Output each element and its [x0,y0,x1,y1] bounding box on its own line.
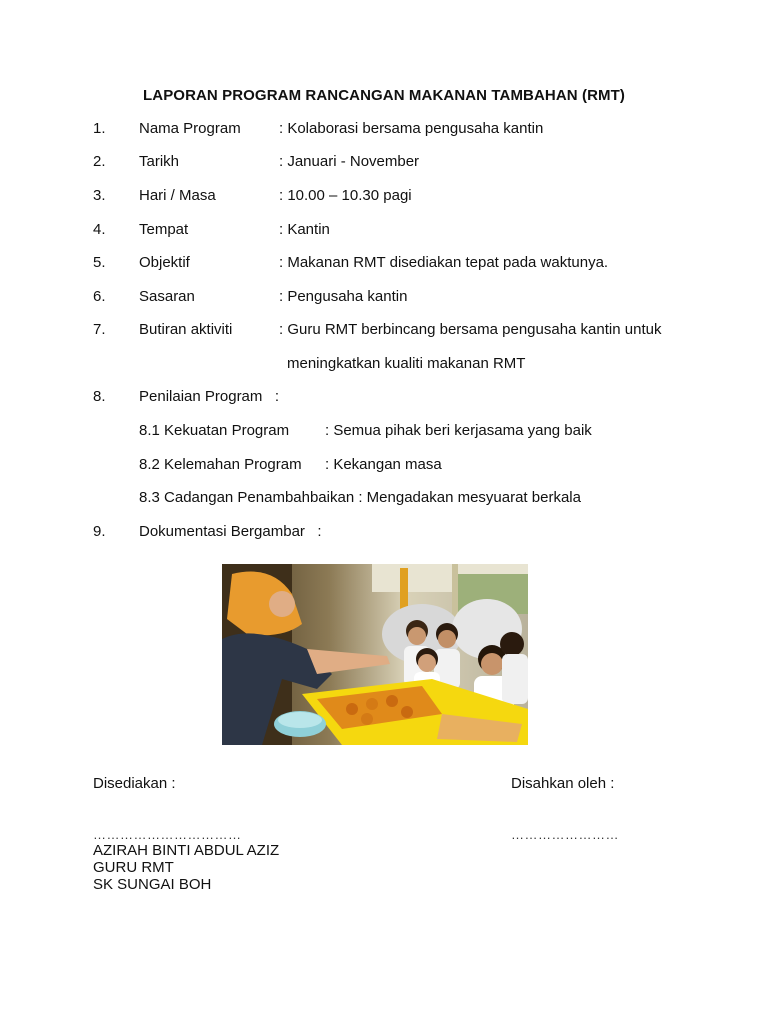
item-program-name [0,119,768,139]
item-value: : Guru RMT berbincang bersama pengusaha kantin untuk [279,321,662,338]
item-objective [0,253,768,273]
approved-by-label: Disahkan oleh : [511,775,615,792]
item-activity-details-continued [0,354,768,374]
preparer-name: AZIRAH BINTI ABDUL AZIZ [93,842,280,859]
item-value: : Makanan RMT disediakan tepat pada waktunya. [279,254,609,271]
item-number: 9. [93,523,106,540]
item-value: : Kantin [279,221,330,238]
preparer-school: SK SUNGAI BOH [93,876,212,893]
item-label: Tarikh [139,153,180,170]
item-number: 1. [93,120,106,137]
item-value: : Kolaborasi bersama pengusaha kantin [279,120,544,137]
item-activity-details [0,320,768,340]
item-date [0,152,768,172]
evaluation-strength [0,421,768,441]
item-number: 3. [93,187,106,204]
item-place [0,220,768,240]
item-label: Sasaran [139,288,195,305]
item-label: Tempat [139,221,189,238]
canteen-photo-illustration [222,564,528,745]
sub-item-label: 8.1 Kekuatan Program [139,422,290,439]
preparer-position: GURU RMT [93,859,174,876]
item-label: Hari / Masa [139,187,216,204]
item-photo-documentation [0,522,768,542]
item-number: 2. [93,153,106,170]
evaluation-weakness [0,455,768,475]
item-number: 4. [93,221,106,238]
item-value: : Pengusaha kantin [279,288,408,305]
item-number: 7. [93,321,106,338]
item-label: Nama Program [139,120,241,137]
item-label: Butiran aktiviti [139,321,233,338]
item-value: : 10.00 – 10.30 pagi [279,187,412,204]
item-label: Dokumentasi Bergambar : [139,523,322,540]
item-label: Penilaian Program : [139,388,280,405]
report-title: LAPORAN PROGRAM RANCANGAN MAKANAN TAMBAHAN (RMT) [143,87,625,104]
prepared-signature-line: …………………………… [93,827,242,842]
sub-item-value: : Semua pihak beri kerjasama yang baik [325,422,592,439]
item-day-time [0,186,768,206]
item-number: 8. [93,388,106,405]
item-evaluation [0,387,768,407]
approved-signature-line: …………………… [511,827,619,842]
canteen-photo [222,564,528,745]
item-number: 6. [93,288,106,305]
item-target [0,287,768,307]
evaluation-suggestion [0,488,768,508]
sub-item-label: 8.3 Cadangan Penambahbaikan : Mengadakan mesyuarat berkala [139,489,581,506]
item-value: : Januari - November [279,153,420,170]
item-value-line2: meningkatkan kualiti makanan RMT [287,355,526,372]
sub-item-label: 8.2 Kelemahan Program [139,456,302,473]
sub-item-value: : Kekangan masa [325,456,442,473]
item-number: 5. [93,254,106,271]
prepared-by-label: Disediakan : [93,775,176,792]
item-label: Objektif [139,254,190,271]
